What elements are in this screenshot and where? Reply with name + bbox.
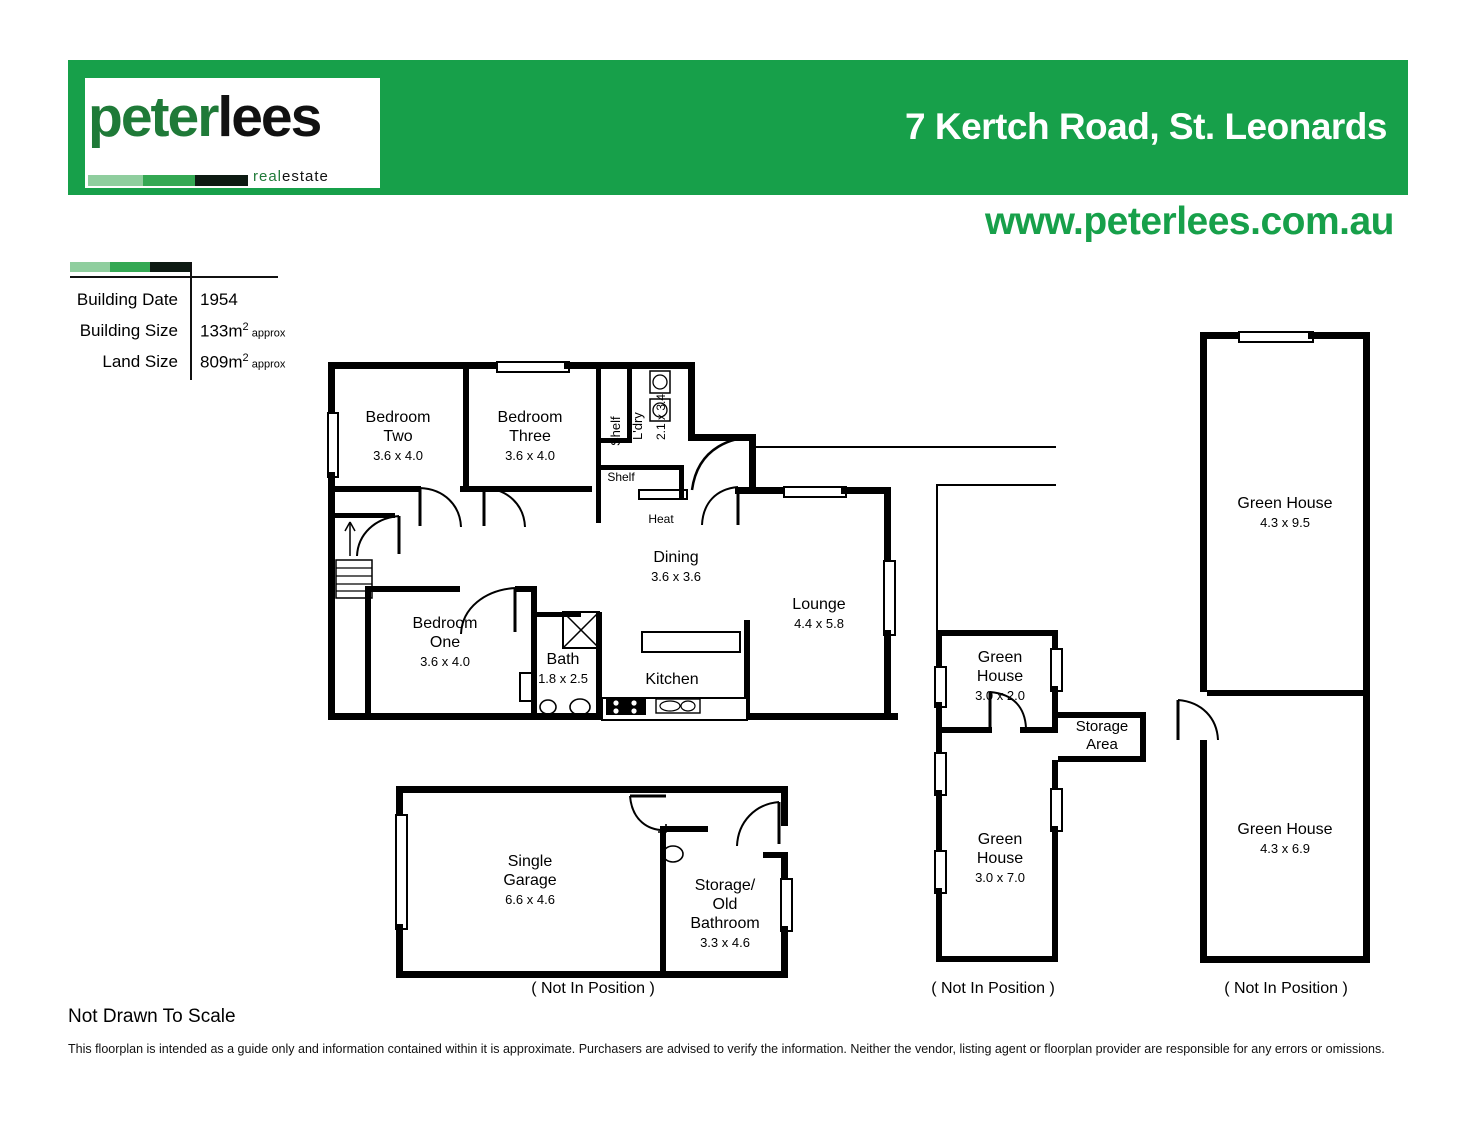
wall-segment [328,362,335,414]
wall-segment [936,630,942,668]
wall-segment [942,727,992,733]
not-in-position-label-right: ( Not In Position ) [1224,980,1348,997]
wall-segment [1200,956,1370,963]
wall-segment [365,586,371,720]
logo-tagline-real: real [253,168,283,185]
wall-segment [396,786,403,816]
wall-segment [884,487,891,562]
wall-segment [328,362,498,369]
spec-value-building-size: $133m^2$ approx [200,321,286,341]
window [883,560,896,636]
page-title: 7 Kertch Road, St. Leonards [905,106,1387,147]
wall-segment [1052,760,1058,790]
wall-segment [1207,690,1363,696]
room-label-kitchen: Kitchen [645,671,699,688]
not-in-position-label-garage: ( Not In Position ) [531,980,655,997]
room-label-bath: Bath 1.8 x 2.5 [538,651,588,686]
bath-fixture-icon [538,698,560,718]
wall-segment [596,369,601,466]
window [783,486,847,498]
spec-value-land-size: $809m^2$ approx [200,352,286,372]
room-label-bedroom-three: Bedroom Three 3.6 x 4.0 [497,409,563,463]
kitchen-bench [641,631,741,653]
room-label-single-garage: Single Garage 6.6 x 4.6 [503,853,557,907]
wall-segment [328,524,335,720]
entry-door-arc [690,435,760,495]
label-shelf-bottom: Shelf [607,470,635,484]
wall-segment [763,852,788,858]
door-bedroom-two [420,486,464,530]
door-dining [700,487,740,529]
cooktop-icon [606,698,648,716]
door-storage [735,800,781,848]
not-in-position-label-middle: ( Not In Position ) [931,980,1055,997]
logo-peter-text: peter [88,85,218,149]
logo-lees-text: lees [217,85,321,149]
spec-label-building-date: Building Date [76,290,178,309]
window [395,814,408,930]
wall-segment [1052,826,1058,962]
spec-label-building-size: Building Size [79,321,178,340]
door-greenhouse-large [1176,698,1220,742]
label-shelf-top: Shelf [608,416,623,446]
website-url[interactable]: www.peterlees.com.au [984,200,1394,243]
room-label-dining: Dining 3.6 x 3.6 [651,549,701,584]
room-label-bedroom-one: Bedroom One 3.6 x 4.0 [412,615,478,669]
room-label-greenhouse-small: Green House 3.0 x 2.0 [975,649,1025,703]
boundary-line [756,446,1056,448]
label-laundry-dim: 2.1 x 3.4 [654,393,668,440]
wall-segment [781,786,788,826]
sink-icon [656,699,702,715]
wall-segment [396,971,788,978]
toilet-icon [568,696,594,718]
room-label-lounge: Lounge 4.4 x 5.8 [792,596,846,631]
disclaimer-text: This floorplan is intended as a guide only and information contained within it is approximate. Purchasers are advised to verify the information. Neither the vendor, listing agent or floorplan provider are responsible for any errors or omissions. [68,1042,1385,1056]
window [1238,331,1314,343]
wall-segment [564,362,694,369]
door-bedroom-three [484,486,528,530]
spec-label-land-size: Land Size [102,352,178,371]
wall-segment [1363,332,1370,962]
wall-segment [328,472,335,526]
boundary-line [936,484,1056,486]
room-label-storage-area: Storage Area [1075,718,1129,753]
logo-tagline-estate: estate [282,168,329,185]
wall-segment [1052,630,1058,650]
wall-segment [936,630,1058,636]
wall-segment [396,786,788,793]
wall-segment [884,630,891,720]
wall-segment [1308,332,1370,339]
wall-segment [936,790,942,852]
wall-segment [936,888,942,962]
wall-segment [841,487,891,494]
wall-segment [335,486,421,492]
door-garage-internal [628,794,668,834]
room-label-storage-old-bathroom: Storage/ Old Bathroom 3.3 x 4.6 [690,877,760,950]
room-label-greenhouse-large-bottom: Green House 4.3 x 6.9 [1237,821,1333,856]
wall-segment [365,586,460,592]
wall-segment [936,956,1058,962]
room-label-greenhouse-large-top: Green House 4.3 x 9.5 [1237,495,1333,530]
door-entry-hall [355,516,401,560]
spec-value-building-date: 1954 [200,290,238,309]
not-to-scale-note: Not Drawn To Scale [68,1006,236,1027]
label-laundry: L'dry [630,412,645,440]
room-label-bedroom-two: Bedroom Two 3.6 x 4.0 [365,409,431,463]
window [496,361,570,373]
wall-segment [679,465,684,499]
label-heat: Heat [648,512,674,526]
wall-segment [1058,756,1146,762]
toilet-icon [660,842,688,866]
wall-segment [396,924,403,978]
boundary-line [936,484,938,634]
room-label-greenhouse-mid: Green House 3.0 x 7.0 [975,831,1025,885]
